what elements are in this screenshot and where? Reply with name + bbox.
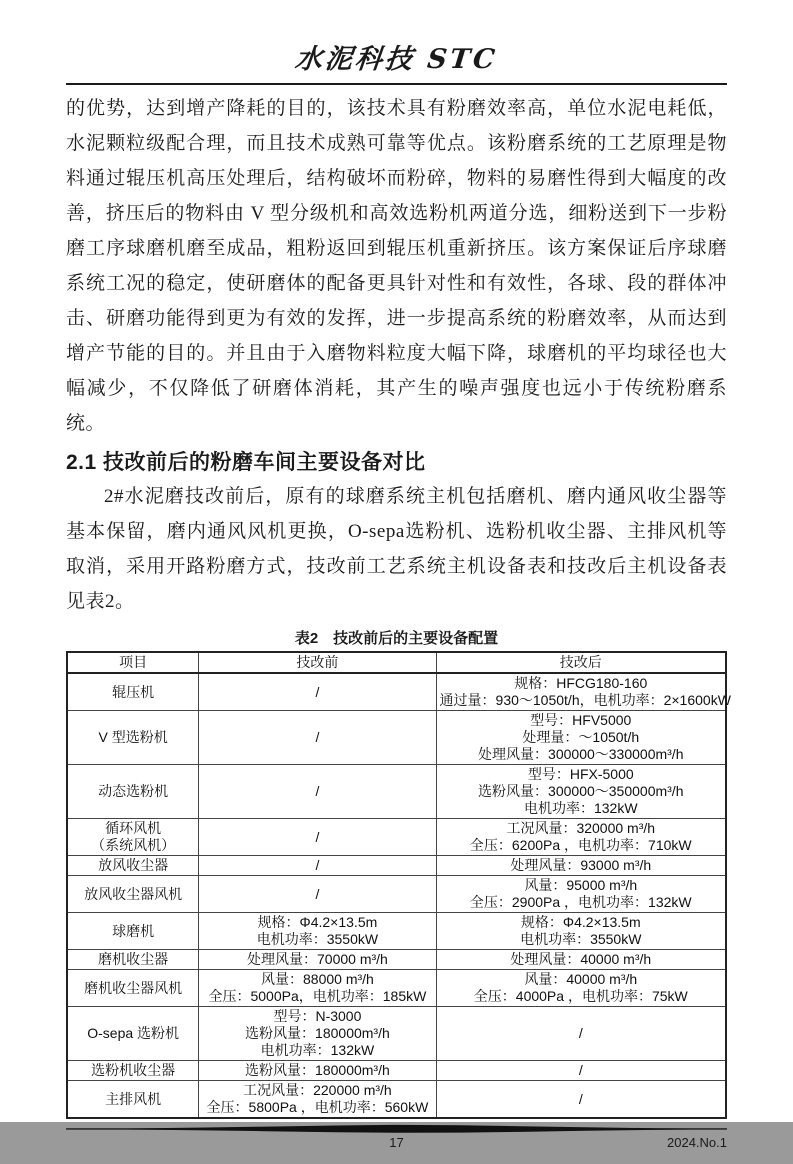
- cell-line: 全压：2900Pa ，电机功率：132kW: [469, 894, 692, 910]
- cell-line: 电机功率：132kW: [523, 800, 638, 816]
- cell-line: 工况风量：320000 m³/h: [506, 820, 656, 836]
- after-retrofit-cell: [436, 711, 726, 765]
- table-row: [67, 711, 726, 765]
- cell-line: 规格：HFCG180-160: [514, 675, 648, 691]
- cell-line: 工况风量：220000 m³/h: [243, 1082, 392, 1098]
- cell-line: 电机功率：3550kW: [520, 931, 642, 947]
- footer-row: [66, 1135, 727, 1155]
- table-row: [67, 970, 726, 1007]
- header-cell-item: 项目: [67, 652, 199, 673]
- equipment-name-cell: [67, 1081, 199, 1119]
- cell-line: /: [578, 1090, 583, 1107]
- before-retrofit-cell: [199, 673, 436, 711]
- cell-line: 处理风量：93000 m³/h: [510, 857, 652, 873]
- after-retrofit-cell: [436, 765, 726, 819]
- equipment-name-cell: [67, 711, 199, 765]
- cell-line: 选粉机收尘器: [91, 1062, 176, 1078]
- cell-line: 型号：HFV5000: [530, 712, 632, 728]
- after-retrofit-cell: [436, 970, 726, 1007]
- cell-line: 型号：HFX-5000: [527, 766, 634, 782]
- cell-line: /: [315, 828, 320, 845]
- body-paragraph-2: 2#水泥磨技改前后，原有的球磨系统主机包括磨机、磨内通风收尘器等基本保留，磨内通风风机更换，O-sepa选粉机、选粉机收尘器、主排风机等取消，采用开路粉磨方式，技改前工艺系统主机设备表和技改后主机设备表见表2。: [66, 486, 727, 612]
- cell-line: V 型选粉机: [98, 729, 168, 745]
- cell-line: /: [315, 729, 320, 745]
- cell-line: 球磨机: [112, 922, 155, 939]
- page-number: 17: [389, 1135, 404, 1150]
- page-footer: [66, 1124, 727, 1164]
- issue-label: 2024.No.1: [667, 1135, 727, 1150]
- cell-line: 动态选粉机: [98, 783, 169, 799]
- equipment-name-cell: [67, 876, 199, 913]
- table-row: [67, 876, 726, 913]
- before-retrofit-cell: [199, 856, 436, 876]
- equipment-name-cell: [67, 673, 199, 711]
- equipment-name-cell: [67, 765, 199, 819]
- after-retrofit-cell: [436, 1061, 726, 1081]
- cell-line: 放风收尘器: [98, 857, 169, 873]
- equipment-name-cell: [67, 1061, 199, 1081]
- cell-line: 磨机收尘器风机: [84, 979, 183, 996]
- cell-line: 风量：40000 m³/h: [524, 971, 638, 987]
- cell-line: /: [315, 885, 320, 902]
- journal-title-text: 水泥科技 STC: [293, 44, 500, 75]
- cell-line: 处理风量：70000 m³/h: [247, 951, 388, 967]
- equipment-name-cell: [67, 970, 199, 1007]
- cell-line: /: [578, 1025, 583, 1041]
- table-row: [67, 913, 726, 950]
- after-retrofit-cell: [436, 1007, 726, 1061]
- cell-line: /: [578, 1062, 583, 1078]
- table-row: [67, 765, 726, 819]
- cell-line: 规格：Φ4.2×13.5m: [257, 914, 378, 930]
- equipment-name-cell: [67, 950, 199, 970]
- table-row: [67, 819, 726, 856]
- cell-line: 处理风量：300000～330000m³/h: [478, 746, 684, 762]
- cell-line: 放风收尘器风机: [84, 885, 183, 902]
- cell-line: 规格：Φ4.2×13.5m: [520, 914, 641, 930]
- before-retrofit-cell: [199, 765, 436, 819]
- equipment-table: [66, 651, 731, 1119]
- cell-line: 主排风机: [105, 1090, 162, 1107]
- cell-line: 全压：5800Pa ，电机功率：560kW: [206, 1099, 429, 1115]
- cell-line: O-sepa 选粉机: [87, 1025, 180, 1041]
- header-rule: [66, 83, 727, 85]
- cell-line: 全压：6200Pa ，电机功率：710kW: [469, 837, 692, 853]
- cell-line: 选粉风量：180000m³/h: [245, 1062, 390, 1078]
- after-retrofit-cell: [436, 876, 726, 913]
- cell-line: 选粉风量：300000～350000m³/h: [478, 783, 684, 799]
- cell-line: 循环风机: [105, 820, 162, 836]
- equipment-table-rows: [67, 673, 731, 1118]
- after-retrofit-cell: [436, 913, 726, 950]
- cell-line: 全压：4000Pa ，电机功率：75kW: [473, 988, 688, 1004]
- cell-line: 选粉风量：180000m³/h: [245, 1025, 390, 1041]
- section-heading: 2.1 技改前后的粉磨车间主要设备对比: [66, 451, 426, 474]
- footer-ornamental-rule: [66, 1124, 727, 1134]
- table-row: [67, 856, 726, 876]
- table-caption: 表2 技改前后的主要设备配置: [294, 630, 499, 647]
- cell-line: 处理量：～1050t/h: [522, 729, 640, 745]
- journal-title: [66, 44, 727, 76]
- header-cell-before: 技改前: [199, 652, 436, 673]
- before-retrofit-cell: [199, 950, 436, 970]
- before-retrofit-cell: [199, 913, 436, 950]
- after-retrofit-cell: [436, 819, 726, 856]
- after-retrofit-cell: [436, 856, 726, 876]
- cell-line: 风量：95000 m³/h: [524, 877, 638, 893]
- table-row: [67, 950, 726, 970]
- header-cell-after: 技改后: [436, 652, 726, 673]
- equipment-name-cell: [67, 913, 199, 950]
- before-retrofit-cell: [199, 1061, 436, 1081]
- equipment-name-cell: [67, 1007, 199, 1061]
- cell-line: 磨机收尘器: [98, 951, 169, 967]
- table-row: [67, 1007, 726, 1061]
- body-paragraph-continuation: 的优势，达到增产降耗的目的，该技术具有粉磨效率高，单位水泥电耗低，水泥颗粒级配合理，而且技术成熟可靠等优点。该粉磨系统的工艺原理是物料通过辊压机高压处理后，结构破坏而粉碎，物料的易磨性得到大幅度的改善，挤压后的物料由 V 型分级机和高效选粉机两道分选，细粉送到下一步粉磨工序球磨机磨至成品，粗粉返回到辊压机重新挤压。该方案保证后序球磨系统工况的稳定，使研磨体的配备更具针对性和有效性，各球、段的群体冲击、研磨功能得到更为有效的发挥，进一步提高系统的粉磨效率，从而达到增产节能的目的。并且由于入磨物料粒度大幅下降，球磨机的平均球径也大幅减少，不仅降低了研磨体消耗，其产生的噪声强度也远小于传统粉磨系统。: [66, 98, 727, 434]
- table-row: [67, 673, 726, 711]
- cell-line: /: [315, 783, 320, 799]
- equipment-table-header: [67, 652, 726, 673]
- header-row: [67, 652, 726, 673]
- cell-line: /: [315, 683, 320, 700]
- cell-line: 电机功率：132kW: [260, 1042, 375, 1058]
- equipment-name-cell: [67, 819, 199, 856]
- equipment-name-cell: [67, 856, 199, 876]
- before-retrofit-cell: [199, 1007, 436, 1061]
- cell-line: 通过量：930～1050t/h，电机功率：2×1600kW: [439, 692, 731, 708]
- before-retrofit-cell: [199, 970, 436, 1007]
- after-retrofit-cell: [436, 673, 731, 711]
- table-row: [67, 1061, 726, 1081]
- before-retrofit-cell: [199, 876, 436, 913]
- cell-line: 电机功率：3550kW: [256, 931, 379, 947]
- cell-line: 辊压机: [112, 683, 155, 700]
- after-retrofit-cell: [436, 1081, 726, 1119]
- after-retrofit-cell: [436, 950, 726, 970]
- before-retrofit-cell: [199, 1081, 436, 1119]
- cell-line: 全压：5000Pa，电机功率：185kW: [208, 988, 427, 1004]
- table-row: [67, 1081, 726, 1119]
- cell-line: 风量：88000 m³/h: [261, 971, 374, 987]
- cell-line: （系统风机）: [91, 837, 176, 853]
- before-retrofit-cell: [199, 711, 436, 765]
- before-retrofit-cell: [199, 819, 436, 856]
- cell-line: 处理风量：40000 m³/h: [510, 951, 652, 967]
- cell-line: /: [315, 857, 320, 873]
- cell-line: 型号：N-3000: [273, 1008, 362, 1024]
